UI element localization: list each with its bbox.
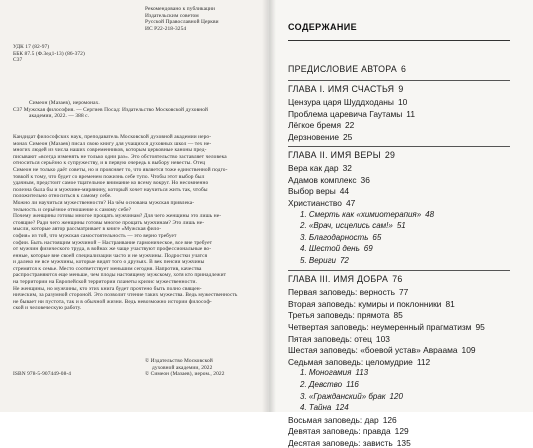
toc-item[interactable] bbox=[288, 299, 455, 309]
annotation-line: писывают «всегда изменять не только одни раз». Это обстоятельство заставляет человека bbox=[13, 153, 227, 160]
chapter-rule bbox=[288, 80, 510, 81]
chapter-rule bbox=[288, 146, 510, 147]
toc-entry-title: 3. Благодарность bbox=[300, 232, 369, 242]
toc-page-number: 85 bbox=[393, 310, 403, 321]
approval-block bbox=[145, 6, 261, 32]
toc-entry-title: Цензура царя Шуддходаны bbox=[288, 97, 394, 108]
toc-item[interactable] bbox=[288, 132, 352, 142]
toc-subitem[interactable] bbox=[300, 256, 349, 266]
annotation-line: Можно ли научиться мужественности? На чём основана мужская привлека- bbox=[13, 199, 195, 206]
annotation-line: Кандидат философских наук, преподаватель Московской духовной академии иеро- bbox=[13, 134, 212, 140]
toc-item[interactable] bbox=[288, 310, 403, 320]
toc-entry-title: Десятая заповедь: зависть bbox=[288, 438, 393, 448]
toc-chapter[interactable] bbox=[288, 64, 406, 74]
left-page bbox=[0, 0, 268, 412]
toc-page-number: 25 bbox=[343, 132, 353, 142]
toc-subitem[interactable] bbox=[300, 210, 434, 220]
chapter-rule bbox=[288, 270, 510, 271]
toc-page-number: 113 bbox=[355, 368, 369, 378]
copyright-line: духовной академии, 2022 bbox=[152, 364, 213, 371]
toc-item[interactable] bbox=[288, 163, 352, 173]
toc-entry-title: 1. Смерть как «химиотерапия» bbox=[300, 209, 422, 219]
toc-page-number: 69 bbox=[363, 244, 373, 254]
annotation-line: стоящие? Ради чего женщины готовы многое прощать мужчинам? Это лишь не- bbox=[13, 219, 205, 226]
toc-entry-title: Лёгкое бремя bbox=[288, 120, 342, 131]
udk-line: УДК 17 (82-97) bbox=[13, 44, 50, 50]
code-line: С37 bbox=[13, 57, 23, 64]
toc-subitem[interactable] bbox=[300, 233, 381, 243]
toc-page-number: 129 bbox=[394, 426, 409, 437]
toc-page-number: 124 bbox=[335, 403, 349, 413]
toc-entry-title: 1. Моногамия bbox=[300, 368, 352, 378]
annotation-line: софия» из той, что мужская самостоятельность — это верно требует bbox=[13, 232, 177, 239]
copyright-block bbox=[145, 358, 225, 378]
toc-entry-title: Третья заповедь: прямота bbox=[288, 310, 390, 321]
copyright-line: © Симеон (Мазаев), иером., 2022 bbox=[145, 371, 225, 378]
toc-page-number: 120 bbox=[389, 391, 403, 401]
toc-entry-title: ГЛАВА I. ИМЯ СЧАСТЬЯ bbox=[288, 83, 395, 94]
toc-page-number: 22 bbox=[345, 120, 355, 131]
toc-entry-title: Дерзновение bbox=[288, 132, 339, 142]
toc-page-number: 10 bbox=[397, 97, 408, 108]
toc-page-number: 81 bbox=[445, 298, 455, 309]
toc-page-number: 6 bbox=[401, 64, 407, 74]
annotation-line: ническим, за разумной стороной. Это позволит чтение таких мужества. Ведь мужественность bbox=[13, 292, 238, 299]
annotation-line: на территории на Европейской территории планеты кризис мужественности. bbox=[13, 279, 197, 286]
toc-entry-title: ГЛАВА II. ИМЯ ВЕРЫ bbox=[288, 149, 381, 160]
toc-entry-title: 2. Девство bbox=[300, 380, 343, 389]
annotation-line: софии. Быть настоящим мужчиной – Настраивание гармоническое, все вне требует bbox=[13, 239, 213, 246]
toc-entry-title: ГЛАВА III. ИМЯ ДОБРА bbox=[288, 273, 389, 284]
toc-item[interactable] bbox=[288, 287, 408, 297]
toc-subitem[interactable] bbox=[300, 221, 406, 231]
toc-page-number: 112 bbox=[416, 356, 431, 367]
toc-chapter[interactable] bbox=[288, 150, 395, 160]
annotation-line: распространяются еще меньше, чем плоды настоящему мужскому, хотя кто принадлежит bbox=[13, 272, 227, 279]
toc-page-number: 95 bbox=[475, 322, 485, 332]
toc-page-number: 29 bbox=[384, 149, 396, 160]
annotation-line: Почему женщины готовы многое прощать мужчинам? Для чего женщины это лишь не- bbox=[13, 213, 222, 220]
book-gutter bbox=[262, 0, 276, 412]
annotation-line: не бывает ни пустота, так и в обычной жизни. Ведь невозможно истории философ- bbox=[13, 298, 212, 305]
toc-item[interactable] bbox=[288, 120, 354, 130]
toc-heading-rule bbox=[288, 40, 510, 41]
annotation-line: монах Симеон (Мазаев) писал свою книгу для учащихся духовных школ — тех не- bbox=[13, 140, 212, 147]
annotation-line: ской и человеческую работу. bbox=[13, 305, 82, 312]
toc-entry-title: 2. «Врач, исцелись сам!» bbox=[300, 221, 393, 231]
toc-entry-title: Седьмая заповедь: целомудрие bbox=[288, 356, 413, 367]
toc-page-number: 44 bbox=[339, 186, 350, 197]
toc-item[interactable] bbox=[288, 426, 409, 436]
toc-page-number: 65 bbox=[372, 232, 382, 242]
toc-entry-title: Девятая заповедь: правда bbox=[288, 426, 391, 437]
toc-entry-title: Вера как дар bbox=[288, 163, 339, 174]
toc-page-number: 126 bbox=[382, 414, 397, 425]
toc-page-number: 11 bbox=[406, 108, 415, 119]
toc-page-number: 32 bbox=[342, 163, 352, 174]
toc-entry-title: Четвертая заповедь: неумеренный прагматизм bbox=[288, 322, 472, 332]
udk-block bbox=[13, 44, 85, 64]
toc-item[interactable] bbox=[288, 345, 476, 355]
toc-page-number: 109 bbox=[461, 345, 476, 356]
copyright-line: © Издательство Московской bbox=[145, 358, 213, 364]
toc-subitem[interactable] bbox=[300, 244, 373, 254]
toc-item[interactable] bbox=[288, 357, 430, 367]
bbk-line: ББК 87.5 (Ф.3ед1-13) (86-372) bbox=[13, 50, 85, 57]
toc-item[interactable] bbox=[288, 438, 411, 448]
toc-entry-title: 4. Тайна bbox=[300, 403, 332, 413]
catalog-line: С37 Мужская философия. — Сергиев Посад: Издательство Московской духовной bbox=[13, 106, 209, 113]
toc-item[interactable] bbox=[288, 334, 390, 344]
approval-line: ИС Р22-218-3254 bbox=[145, 25, 187, 32]
toc-heading: СОДЕРЖАНИЕ bbox=[288, 22, 358, 32]
isbn: ISBN 978-5-907449-08-4 bbox=[13, 371, 72, 377]
annotation-line: мысли, которые автор рассматривает в книге «Мужская фило- bbox=[13, 226, 162, 233]
approval-line: Рекомендовано к публикации bbox=[145, 6, 216, 12]
toc-item[interactable] bbox=[288, 97, 407, 107]
annotation-line: многих людей из числа наших современников, которым церковные каноны пред- bbox=[13, 147, 207, 154]
toc-page-number: 135 bbox=[396, 438, 411, 448]
approval-line: Издательским советом bbox=[145, 12, 199, 19]
toc-page-number: 116 bbox=[346, 380, 359, 389]
toc-item[interactable] bbox=[288, 415, 397, 425]
toc-page-number: 36 bbox=[360, 174, 370, 185]
toc-page-number: 103 bbox=[375, 333, 390, 344]
annotation-line: тельность и серьёзное отношение к самому себе? bbox=[13, 206, 132, 213]
toc-entry-title: Христианство bbox=[288, 198, 342, 208]
annotation-line: относиться серьёзно к супружеству, и в первую очередь к выбору невесты. Отец bbox=[13, 160, 206, 167]
toc-page-number: 48 bbox=[425, 209, 435, 219]
catalog-line: академии, 2022. — 388 с. bbox=[29, 113, 90, 120]
toc-subitem[interactable] bbox=[300, 392, 403, 402]
toc-page-number: 76 bbox=[392, 273, 403, 284]
toc-chapter[interactable] bbox=[288, 274, 403, 284]
toc-page-number: 72 bbox=[339, 256, 349, 265]
approval-line: Русской Православной Церкви bbox=[145, 19, 219, 26]
toc-entry-title: Восьмая заповедь: дар bbox=[288, 414, 379, 425]
annotation-line: Симеон не только даёт советы, но и проясняет то, что является тоже единственной подго- bbox=[13, 166, 228, 173]
toc-entry-title: Первая заповедь: верность bbox=[288, 287, 395, 298]
toc-entry-title: 4. Шестой день bbox=[300, 244, 360, 254]
catalog-line: Симеон (Мазаев), иеромонах. bbox=[29, 100, 100, 106]
toc-page-number: 9 bbox=[398, 83, 404, 94]
toc-entry-title: 3. «Гражданский» брак bbox=[300, 391, 386, 401]
toc-entry-title: Вторая заповедь: кумиры и поклонники bbox=[288, 298, 442, 309]
annotation-line: Не женщины, но мужчины, кто этих книга будет прочтено быть полно священ- bbox=[13, 285, 202, 292]
annotation-line: енные, которые вне своей специализации часто и не мужчины. Подростки учатся bbox=[13, 252, 208, 259]
toc-page-number: 77 bbox=[398, 287, 409, 298]
toc-entry-title: Шестая заповедь: «боевой устав» Авраама bbox=[288, 345, 458, 356]
toc-page-number: 47 bbox=[345, 198, 356, 208]
annotation-line: стремятся к семье. Место соответствует меньшим сегодня. Напротив, качества bbox=[13, 265, 202, 272]
toc-entry-title: Пятая заповедь: отец bbox=[288, 333, 372, 344]
toc-page-number: 51 bbox=[396, 221, 406, 231]
annotation-line: товкой к тому, что будет со временем пожизнь себе тупо. Чтобы этот выбор был bbox=[13, 173, 205, 180]
toc-item[interactable] bbox=[288, 109, 415, 119]
toc-item[interactable] bbox=[288, 186, 349, 196]
toc-chapter[interactable] bbox=[288, 84, 404, 94]
toc-subitem[interactable] bbox=[300, 368, 368, 378]
toc-entry-title: Выбор веры bbox=[288, 186, 336, 197]
toc-entry-title: ПРЕДИСЛОВИЕ АВТОРА bbox=[288, 64, 398, 74]
toc-subitem[interactable] bbox=[300, 380, 359, 390]
annotation-line: от мужчин физического труда, в войнах же чаще участвуют профессиональные во- bbox=[13, 246, 212, 253]
catalog-record bbox=[13, 100, 258, 120]
annotation bbox=[13, 134, 258, 312]
toc-item[interactable] bbox=[288, 198, 355, 208]
annotation-line: и далеко не все мужчины, которые видят того о друзьях. В век пенсии мужчины bbox=[13, 259, 205, 266]
annotation-line: удачным, предстоит самое тщательное внимание ко всему вокруг. Но несомненно bbox=[13, 180, 209, 187]
toc-entry-title: Адамов комплекс bbox=[288, 174, 357, 185]
annotation-line: полезна была бы и мужчине-мирянину, который хочет научиться жить так, чтобы bbox=[13, 186, 208, 193]
toc-item[interactable] bbox=[288, 322, 485, 332]
toc-item[interactable] bbox=[288, 175, 370, 185]
toc-entry-title: Проблема царевича Гаутамы bbox=[288, 108, 403, 119]
annotation-line: положительно относиться к самому себе. bbox=[13, 193, 112, 200]
toc-entry-title: 5. Вериги bbox=[300, 256, 336, 265]
